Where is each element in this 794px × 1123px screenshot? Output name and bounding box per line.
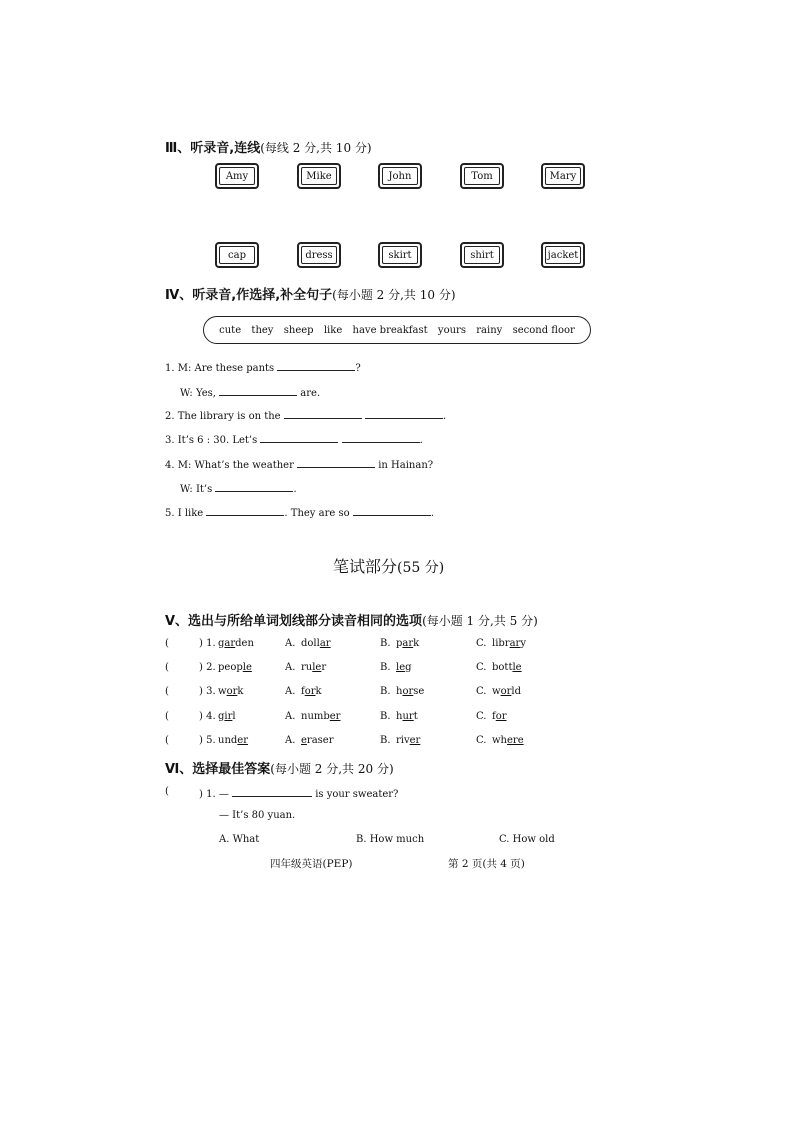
option-a-word[interactable]: number (301, 711, 341, 722)
answer-paren[interactable]: ( (165, 686, 169, 697)
fill-line-4a: 4. M: What’s the weather in Hainan? (165, 457, 433, 471)
word-bank-item: rainy (476, 324, 503, 336)
option-c-label[interactable]: C. (476, 662, 487, 673)
clothes-box-skirt[interactable]: skirt (378, 242, 422, 268)
option-b-label[interactable]: B. (380, 711, 391, 722)
question-number: ) 2. (199, 662, 216, 673)
word-bank-item: have breakfast (352, 324, 428, 336)
fill-line-2: 2. The library is on the . (165, 408, 446, 422)
name-box-amy[interactable]: Amy (215, 163, 259, 189)
option-b-label[interactable]: B. (380, 638, 391, 649)
answer-blank[interactable] (260, 432, 338, 443)
answer-blank[interactable] (365, 408, 443, 419)
question-6-1-reply: — It’s 80 yuan. (219, 810, 296, 821)
section6-title: Ⅵ、选择最佳答案(每小题 2 分,共 20 分) (165, 762, 394, 777)
written-part-points: (55 分) (397, 560, 445, 576)
option-b[interactable]: B. How much (356, 834, 425, 845)
answer-paren[interactable]: ( (165, 786, 169, 797)
clothes-box-cap[interactable]: cap (215, 242, 259, 268)
option-a-word[interactable]: dollar (301, 638, 331, 649)
answer-paren[interactable]: ( (165, 711, 169, 722)
clothes-box-dress[interactable]: dress (297, 242, 341, 268)
section6-note: (每小题 2 分,共 20 分) (270, 762, 394, 776)
question-number: ) 1. (199, 638, 216, 649)
option-b-word[interactable]: river (396, 735, 421, 746)
option-b-label[interactable]: B. (380, 686, 391, 697)
fill-line-1b: W: Yes, are. (180, 385, 320, 399)
section3-title: Ⅲ、听录音,连线(每线 2 分,共 10 分) (165, 141, 372, 156)
option-c-label[interactable]: C. (476, 735, 487, 746)
answer-paren[interactable]: ( (165, 662, 169, 673)
option-b-label[interactable]: B. (380, 662, 391, 673)
option-a[interactable]: A. What (219, 834, 260, 845)
clothes-box-shirt[interactable]: shirt (460, 242, 504, 268)
word-bank-item: sheep (283, 324, 314, 336)
question-number: ) 4. (199, 711, 216, 722)
option-c-label[interactable]: C. (476, 638, 487, 649)
answer-blank[interactable] (206, 505, 284, 516)
question-word: garden (218, 638, 254, 649)
option-a-word[interactable]: ruler (301, 662, 327, 673)
name-box-mike[interactable]: Mike (297, 163, 341, 189)
option-c-word[interactable]: bottle (492, 662, 522, 673)
name-box-tom[interactable]: Tom (460, 163, 504, 189)
answer-blank[interactable] (342, 432, 420, 443)
option-b-word[interactable]: hurt (396, 711, 418, 722)
answer-blank[interactable] (297, 457, 375, 468)
option-c[interactable]: C. How old (499, 834, 555, 845)
option-a-word[interactable]: eraser (301, 735, 334, 746)
section4-note: (每小题 2 分,共 10 分) (332, 288, 456, 302)
answer-blank[interactable] (284, 408, 362, 419)
option-b-word[interactable]: leg (396, 662, 412, 673)
fill-line-5: 5. I like . They are so . (165, 505, 434, 519)
answer-paren[interactable]: ( (165, 638, 169, 649)
answer-blank[interactable] (232, 786, 312, 797)
written-part-title: 笔试部分(55 分) (333, 557, 445, 576)
option-b-word[interactable]: horse (396, 686, 425, 697)
question-number: ) 3. (199, 686, 216, 697)
option-a-label[interactable]: A. (285, 735, 296, 746)
question-word: work (218, 686, 244, 697)
option-c-word[interactable]: where (492, 735, 524, 746)
word-bank-item: yours (437, 324, 466, 336)
fill-line-1a: 1. M: Are these pants ? (165, 360, 361, 374)
footer-page: 第 2 页(共 4 页) (448, 858, 525, 870)
question-number: ) 5. (199, 735, 216, 746)
answer-blank[interactable] (277, 360, 355, 371)
section3-note: (每线 2 分,共 10 分) (260, 141, 372, 155)
answer-blank[interactable] (353, 505, 431, 516)
option-c-word[interactable]: library (492, 638, 526, 649)
answer-blank[interactable] (215, 481, 293, 492)
question-6-1: ) 1. — is your sweater? (199, 786, 398, 800)
option-c-label[interactable]: C. (476, 686, 487, 697)
name-box-mary[interactable]: Mary (541, 163, 585, 189)
footer-subject: 四年级英语(PEP) (270, 858, 353, 870)
section5-title: Ⅴ、选出与所给单词划线部分读音相同的选项(每小题 1 分,共 5 分) (165, 614, 538, 629)
option-a-word[interactable]: fork (301, 686, 322, 697)
fill-line-3: 3. It’s 6 : 30. Let’s . (165, 432, 423, 446)
option-b-label[interactable]: B. (380, 735, 391, 746)
word-bank-item: they (251, 324, 274, 336)
word-bank-item: like (323, 324, 343, 336)
option-c-word[interactable]: for (492, 711, 507, 722)
option-a-label[interactable]: A. (285, 662, 296, 673)
option-b-word[interactable]: park (396, 638, 420, 649)
fill-line-4b: W: It’s . (180, 481, 297, 495)
question-word: girl (218, 711, 236, 722)
word-bank-item: cute (219, 324, 242, 336)
section4-title: Ⅳ、听录音,作选择,补全句子(每小题 2 分,共 10 分) (165, 288, 456, 303)
question-word: people (218, 662, 252, 673)
answer-blank[interactable] (219, 385, 297, 396)
answer-paren[interactable]: ( (165, 735, 169, 746)
option-c-word[interactable]: world (492, 686, 521, 697)
option-a-label[interactable]: A. (285, 638, 296, 649)
option-c-label[interactable]: C. (476, 711, 487, 722)
clothes-box-jacket[interactable]: jacket (541, 242, 585, 268)
section5-note: (每小题 1 分,共 5 分) (422, 614, 538, 628)
option-a-label[interactable]: A. (285, 686, 296, 697)
question-word: under (218, 735, 248, 746)
word-bank-item: second floor (512, 324, 575, 336)
name-box-john[interactable]: John (378, 163, 422, 189)
word-bank (203, 316, 591, 344)
option-a-label[interactable]: A. (285, 711, 296, 722)
